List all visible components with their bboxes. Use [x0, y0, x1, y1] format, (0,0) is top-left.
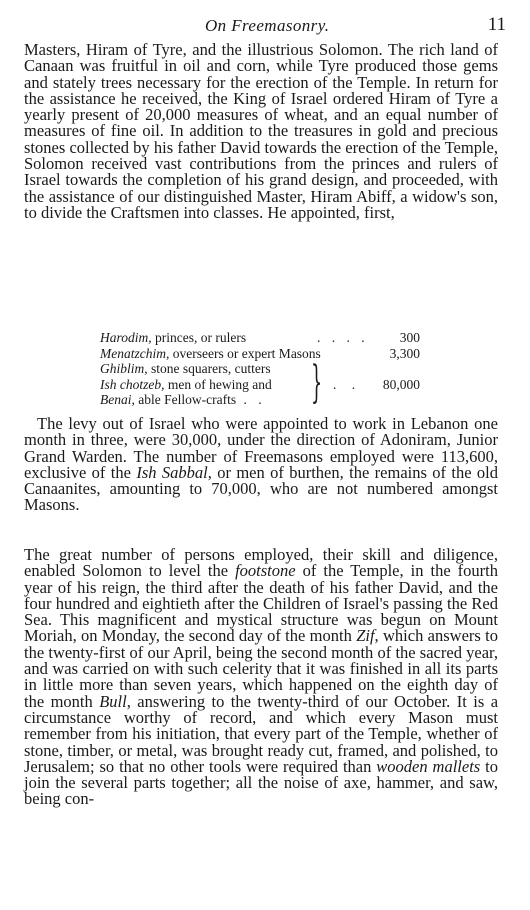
class-description: stone squarers, cutters	[147, 361, 271, 376]
class-term: Harodim,	[100, 330, 152, 345]
paragraph-3-text: to join the several parts together; all the noise of axe, hammer, and saw, being con-	[24, 756, 499, 809]
class-description: men of hewing and	[164, 376, 272, 392]
leader-dots: . .	[243, 392, 266, 407]
craftsmen-classes-table	[100, 330, 420, 408]
class-term: Benai,	[100, 392, 135, 407]
class-term: Ish chotzeb,	[100, 376, 165, 392]
class-description: able Fellow-crafts	[134, 392, 237, 407]
class-row	[100, 346, 420, 362]
leader-dots: . . . .	[317, 330, 369, 345]
paragraph-3-text: , answering to the twenty-third of our October. It is a circumstance worthy of record, and which every Mason must remember from his initiation, that every part of the Temple, whether of stone, timber, or metal, was brought ready cut, framed, and polished, to Jerusalem; so that no other tools were required than	[24, 691, 499, 776]
class-term: Ghiblim,	[100, 361, 148, 376]
italic-term: Zif	[356, 626, 375, 646]
class-term: Menatzchim,	[100, 345, 170, 361]
italic-term: wooden mallets	[376, 756, 481, 776]
class-row	[100, 377, 420, 393]
brace-leader-dots: . .	[333, 377, 362, 392]
class-row	[100, 392, 420, 408]
brace-group-count: 80,000	[382, 377, 420, 392]
italic-term: Ish Sabbal	[136, 462, 208, 482]
paragraph-2	[24, 416, 498, 514]
right-brace: }	[311, 357, 323, 408]
class-row	[100, 361, 420, 377]
running-title: On Freemasonry.	[205, 16, 330, 35]
paragraph-2-text: , or men of burthen, the remains of the old Canaanites, amounting to 70,000, who are not numbered amongst Masons.	[24, 462, 498, 515]
paragraph-3-text: The great number of persons employed, their skill and diligence, enabled Solomon to level the	[24, 545, 498, 581]
page-header	[0, 14, 530, 38]
class-count: 3,300	[389, 345, 420, 361]
class-count: 300	[399, 330, 420, 345]
class-row	[100, 330, 420, 346]
italic-term: Bull	[99, 691, 127, 711]
paragraph-3	[24, 547, 498, 808]
page-number: 11	[487, 14, 506, 35]
italic-term: footstone	[235, 561, 296, 581]
class-description: princes, or rulers	[151, 330, 247, 345]
paragraph-1: Masters, Hiram of Tyre, and the illustrious Solomon. The rich land of Canaan was fruitful in oil and corn, while Tyre produced those gems and stately trees necessary for the erection of the Temple. In return for the assistance he received, the King of Israel ordered Hiram of Tyre a yearly present of 20,000 measures of wheat, and an equal number of measures of fine oil. In addition to the treasures in gold and precious stones collected by his father David towards the erection of the Temple, Solomon received vast contributions from the princes and rulers of Israel towards the completion of his grand design, and proceeded, with the assistance of our distinguished Master, Hiram Abiff, a widow's son, to divide the Craftsmen into classes. He appointed, first,	[24, 40, 498, 222]
class-description: overseers or expert Masons	[169, 345, 321, 361]
paragraph-3-text: of the Temple, in the fourth year of his reign, the third after the death of his father David, and the four hundred and eightieth after the Children of Israel's passing the Red Sea. This magnificent and mystical structure was begun on Mount Moriah, on Monday, the second day of the month	[24, 561, 498, 646]
paragraph-3-text: , which answers to the twenty-first of our April, being the second month of the sacred year, and was carried on with such celerity that it was finished in all its parts in little more than seven years, which happened on the eighth day of the month	[24, 626, 498, 711]
paragraph-2-text: The levy out of Israel who were appointed to work in Lebanon one month in three, were 30,000, under the direction of Adoniram, Junior Grand Warden. The number of Freemasons employed were 113,600, exclusive of the	[24, 414, 498, 482]
